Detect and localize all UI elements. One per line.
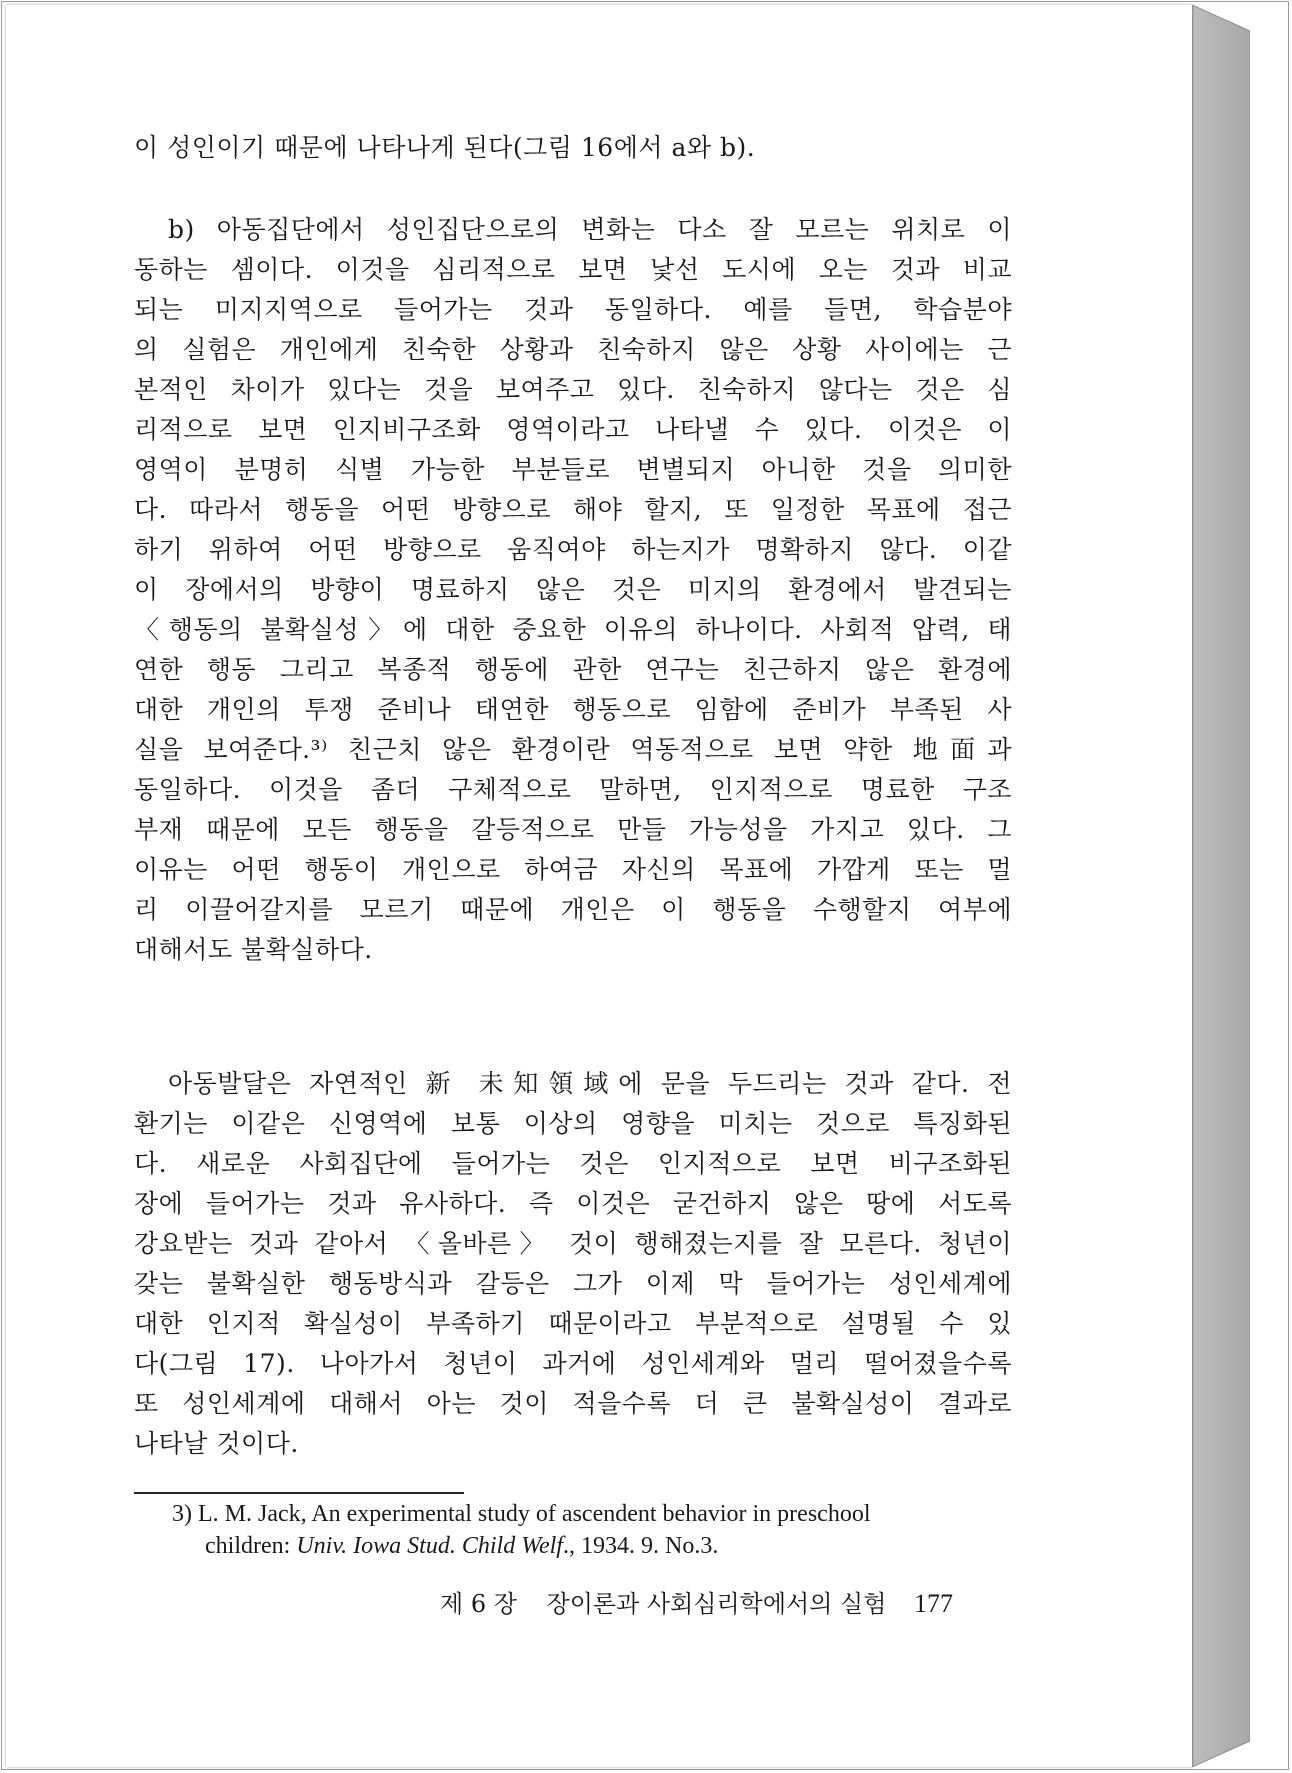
- text-line: 영역이 분명히 식별 가능한 부분들로 변별되지 아니한 것을 의미한: [134, 455, 1012, 484]
- chapter-title: 장이론과 사회심리학에서의 실험: [546, 1590, 887, 1618]
- text-line: 아동발달은 자연적인 新 未知領域에 문을 두드리는 것과 같다. 전: [168, 1069, 1012, 1098]
- text-line: 대한 인지적 확실성이 부족하기 때문이라고 부분적으로 설명될 수 있: [134, 1309, 1012, 1338]
- footnote-line-1: [172, 1498, 1018, 1530]
- page-number: 177: [914, 1589, 954, 1618]
- text-line: 갖는 불확실한 행동방식과 갈등은 그가 이제 막 들어가는 성인세계에: [134, 1269, 1012, 1298]
- text-line: 또 성인세계에 대해서 아는 것이 적을수록 더 큰 불확실성이 결과로: [134, 1389, 1012, 1418]
- text-line: 〈행동의 불확실성〉에 대한 중요한 이유의 하나이다. 사회적 압력, 태: [134, 615, 1012, 644]
- text-line: 이유는 어떤 행동이 개인으로 하여금 자신의 목표에 가깝게 또는 멀: [134, 855, 1012, 884]
- footnote-journal: Univ. Iowa Stud. Child Welf: [296, 1533, 563, 1559]
- text-line: 장에 들어가는 것과 유사하다. 즉 이것은 굳건하지 않은 땅에 서도록: [134, 1189, 1012, 1218]
- text-line: 본적인 차이가 있다는 것을 보여주고 있다. 친숙하지 않다는 것은 심: [134, 375, 1012, 404]
- text-line: 하기 위하여 어떤 방향으로 움직여야 하는지가 명확하지 않다. 이같: [134, 535, 1012, 564]
- footnote-line-2: [172, 1530, 1018, 1562]
- text-line: b) 아동집단에서 성인집단으로의 변화는 다소 잘 모르는 위치로 이: [168, 215, 1012, 244]
- text-line: 대해서도 불확실하다.: [134, 935, 373, 964]
- text-line: 환기는 이같은 신영역에 보통 이상의 영향을 미치는 것으로 특징화된: [134, 1109, 1012, 1138]
- text-line: 대한 개인의 투쟁 준비나 태연한 행동으로 임함에 준비가 부족된 사: [134, 695, 1012, 724]
- paragraph-continuation: [134, 128, 1012, 168]
- book-thickness: [1192, 5, 1250, 1767]
- text-line: 다. 따라서 행동을 어떤 방향으로 해야 할지, 또 일정한 목표에 접근: [134, 495, 1012, 524]
- footnote-rule: [134, 1492, 464, 1494]
- text-line: 부재 때문에 모든 행동을 갈등적으로 만들 가능성을 가지고 있다. 그: [134, 815, 1012, 844]
- text-line: 강요받는 것과 같아서 〈올바른〉 것이 행해졌는지를 잘 모른다. 청년이: [134, 1229, 1012, 1258]
- footnote-citation: L. M. Jack, An experimental study of ascendent behavior in preschool: [198, 1501, 871, 1527]
- text-line: 나타날 것이다.: [134, 1429, 299, 1458]
- text-line: 리적으로 보면 인지비구조화 영역이라고 나타낼 수 있다. 이것은 이: [134, 415, 1012, 444]
- text-line: 동일하다. 이것을 좀더 구체적으로 말하면, 인지적으로 명료한 구조: [134, 775, 1012, 804]
- text-line: 되는 미지지역으로 들어가는 것과 동일하다. 예를 들면, 학습분야: [134, 295, 1012, 324]
- text-line: 이 성인이기 때문에 나타나게 된다(그림 16에서 a와 b).: [134, 133, 756, 162]
- text-line: 연한 행동 그리고 복종적 행동에 관한 연구는 친근하지 않은 환경에: [134, 655, 1012, 684]
- footnote-citation-prefix: children:: [205, 1533, 297, 1559]
- text-line: 의 실험은 개인에게 친숙한 상황과 친숙하지 않은 상황 사이에는 근: [134, 335, 1012, 364]
- paragraph-b: [134, 210, 1012, 970]
- footnote-citation-suffix: ., 1934. 9. No.3.: [562, 1533, 719, 1559]
- chapter-label: 제 6 장: [440, 1590, 517, 1618]
- text-line: 이 장에서의 방향이 명료하지 않은 것은 미지의 환경에서 발견되는: [134, 575, 1012, 604]
- text-line: 리 이끌어갈지를 모르기 때문에 개인은 이 행동을 수행할지 여부에: [134, 895, 1012, 924]
- footnote: [172, 1498, 1018, 1562]
- footnote-marker: 3): [172, 1501, 192, 1527]
- running-footer: [440, 1586, 1000, 1622]
- paragraph-development: [134, 1064, 1012, 1464]
- text-line: 동하는 셈이다. 이것을 심리적으로 보면 낯선 도시에 오는 것과 비교: [134, 255, 1012, 284]
- text-line: 다. 새로운 사회집단에 들어가는 것은 인지적으로 보면 비구조화된: [134, 1149, 1012, 1178]
- page-edge: [1192, 5, 1193, 1767]
- text-line: 실을 보여준다.³⁾ 친근치 않은 환경이란 역동적으로 보면 약한 地面과: [134, 735, 1012, 764]
- text-line: 다(그림 17). 나아가서 청년이 과거에 성인세계와 멀리 떨어졌을수록: [134, 1349, 1012, 1378]
